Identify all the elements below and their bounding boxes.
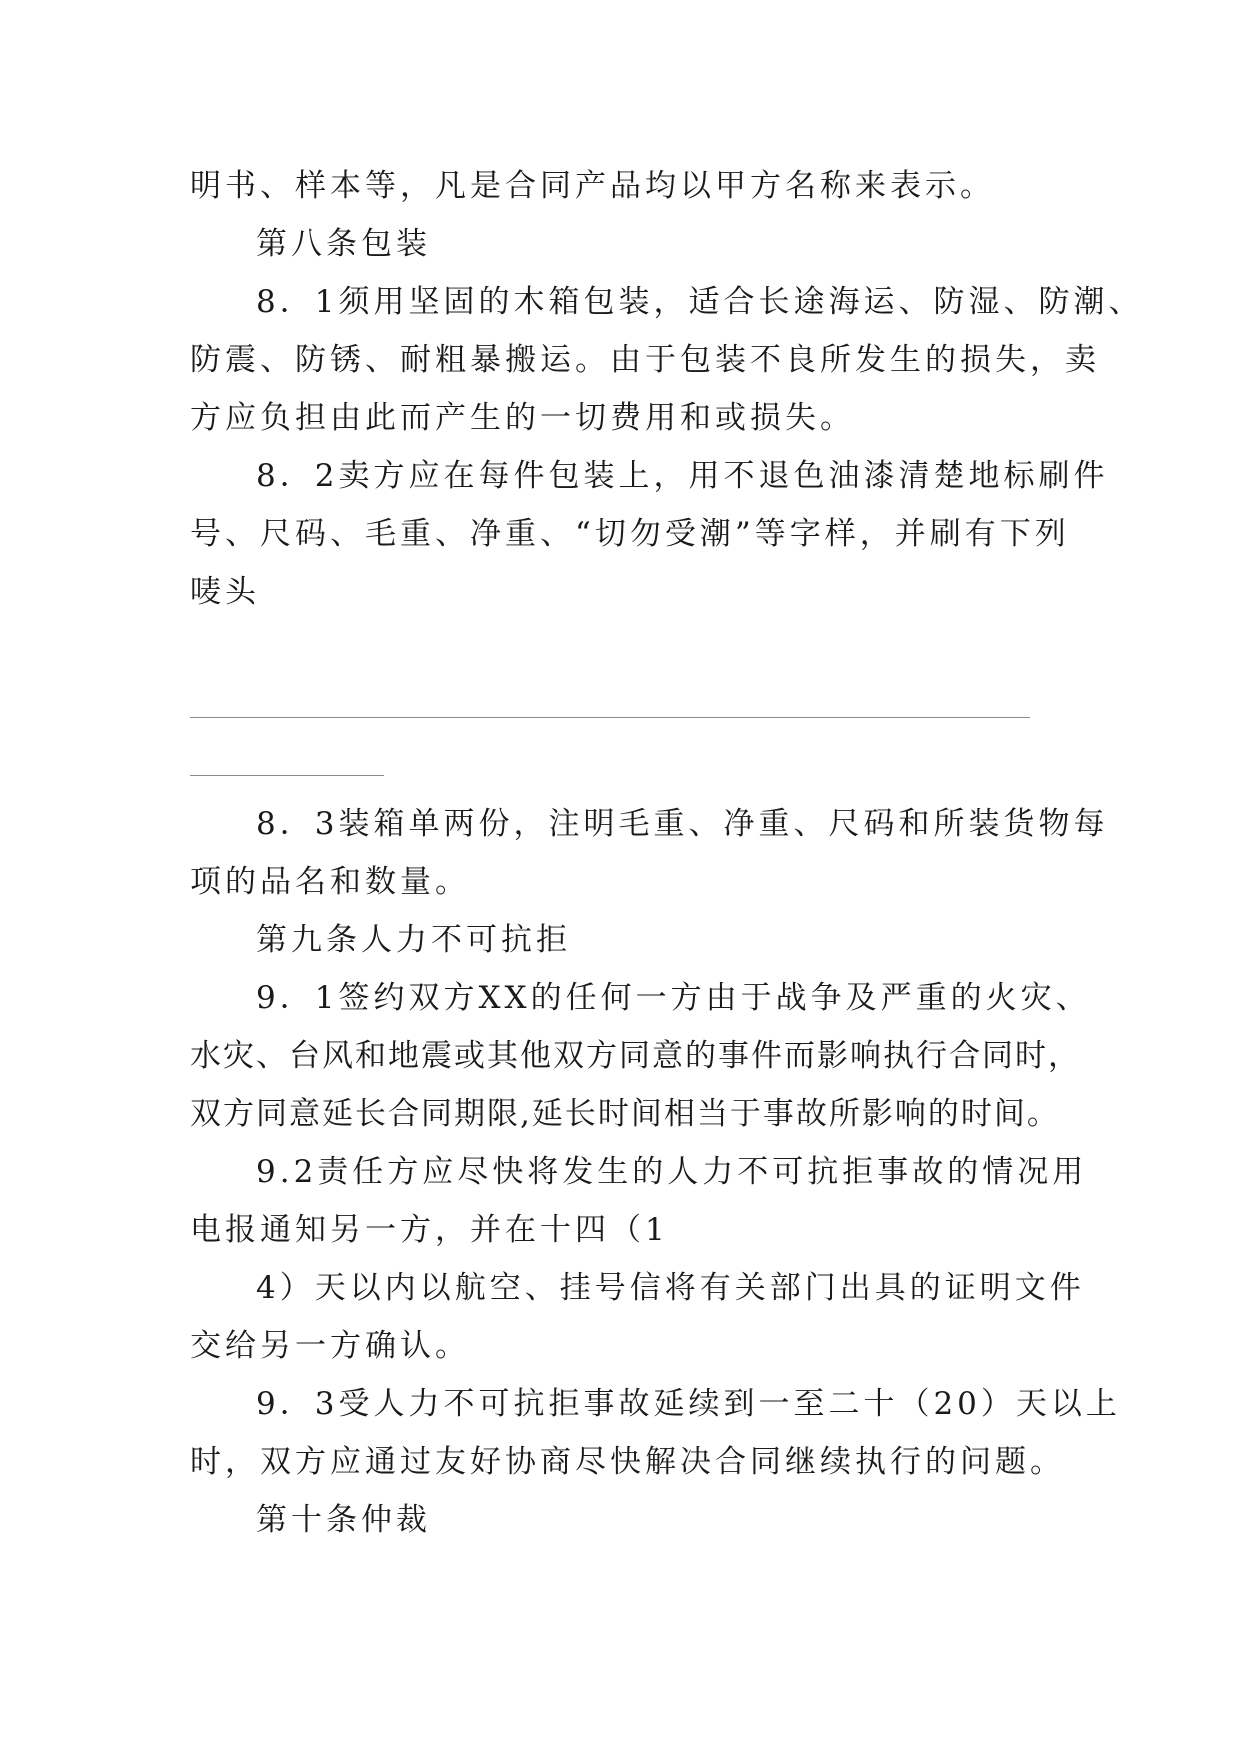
text-line: 电报通知另一方，并在十四（1 (190, 1212, 669, 1248)
text-line: 9．3受人力不可抗拒事故延续到一至二十（20）天以上 (256, 1386, 1121, 1422)
text-line: 水灾、台风和地震或其他双方同意的事件而影响执行合同时， (190, 1038, 1081, 1074)
text-line: 8．2卖方应在每件包装上，用不退色油漆清楚地标刷件 (256, 458, 1109, 494)
text-line: 双方同意延长合同期限,延长时间相当于事故所影响的时间。 (190, 1096, 1060, 1132)
text-line: 明书、样本等，凡是合同产品均以甲方名称来表示。 (190, 168, 995, 204)
text-line: 9．1签约双方XX的任何一方由于战争及严重的火灾、 (256, 980, 1091, 1016)
text-line: 8．1须用坚固的木箱包装，适合长途海运、防湿、防潮、 (256, 284, 1144, 320)
text-line: 项的品名和数量。 (190, 864, 470, 900)
text-line: 8．3装箱单两份，注明毛重、净重、尺码和所装货物每 (256, 806, 1109, 842)
text-line: 4）天以内以航空、挂号信将有关部门出具的证明文件 (256, 1270, 1085, 1306)
text-line: 防震、防锈、耐粗暴搬运。由于包装不良所发生的损失，卖 (190, 342, 1100, 378)
section-heading: 第十条仲裁 (256, 1502, 431, 1538)
fill-in-blank-line (190, 775, 384, 776)
text-line: 号、尺码、毛重、净重、“切勿受潮”等字样，并刷有下列 (190, 516, 1070, 552)
text-line: 时，双方应通过友好协商尽快解决合同继续执行的问题。 (190, 1444, 1065, 1480)
text-line: 唛头 (190, 574, 260, 610)
text-line: 方应负担由此而产生的一切费用和或损失。 (190, 400, 855, 436)
text-line: 交给另一方确认。 (190, 1328, 470, 1364)
section-heading: 第九条人力不可抗拒 (256, 922, 571, 958)
fill-in-blank-line (190, 717, 1030, 718)
text-line: 9.2责任方应尽快将发生的人力不可抗拒事故的情况用 (256, 1154, 1088, 1190)
section-heading: 第八条包装 (256, 226, 431, 262)
